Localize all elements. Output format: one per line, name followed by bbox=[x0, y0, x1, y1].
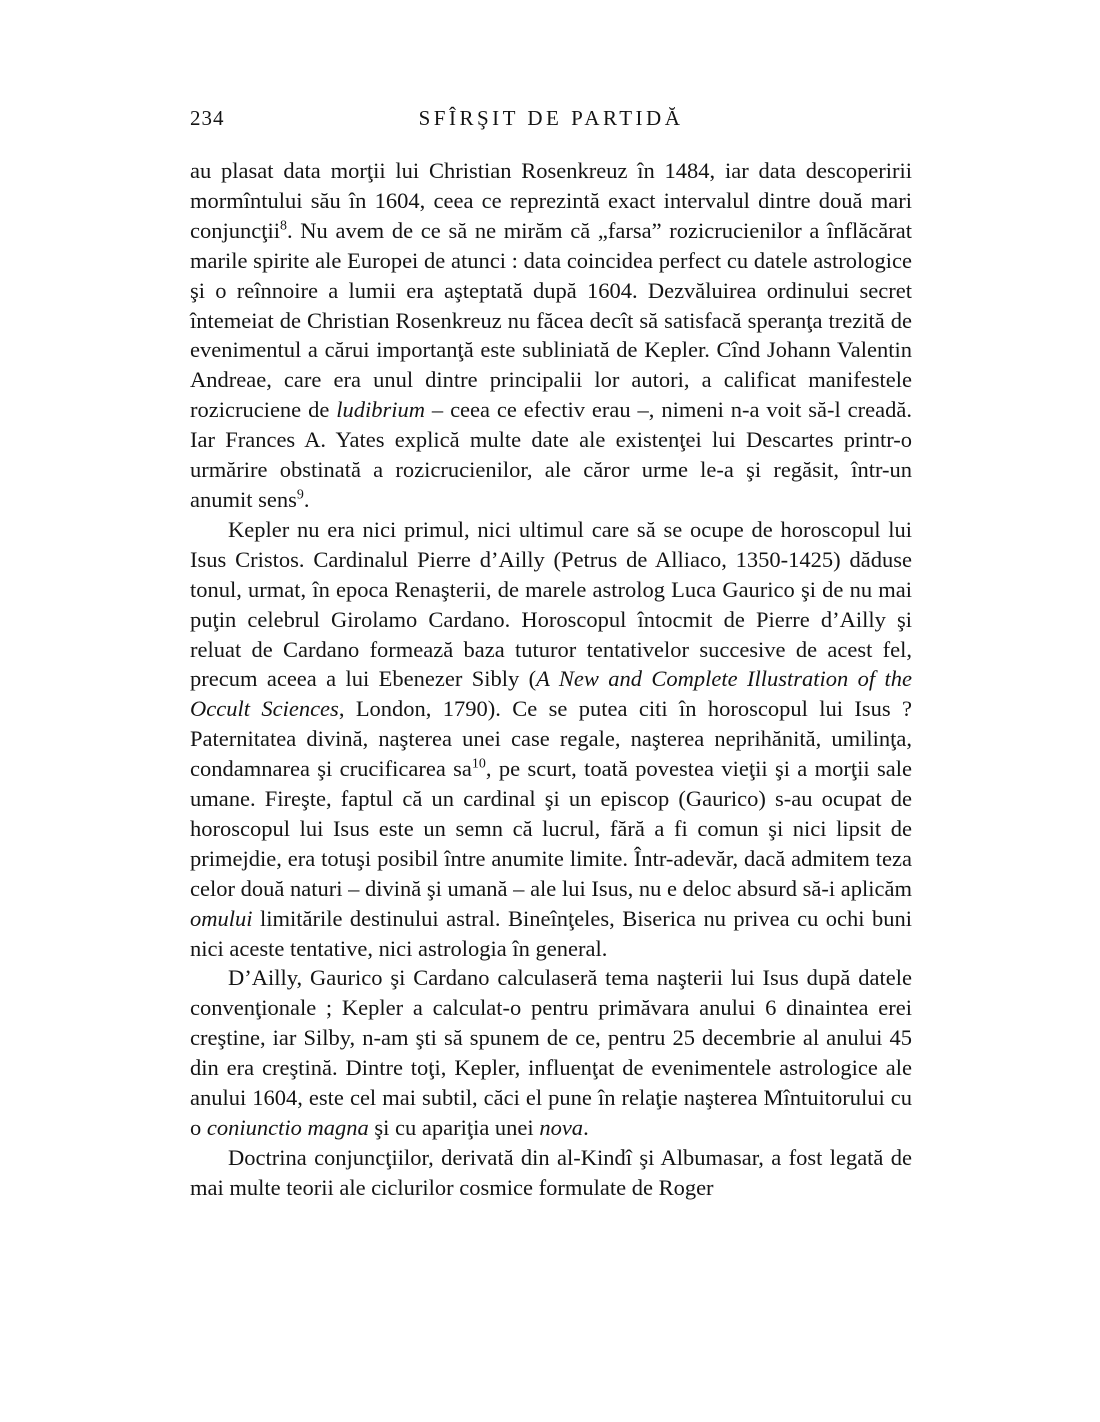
body-text: , London, 1790). Ce se putea citi în horoscopul lui Isus ? Paternitatea divină, naşterea unei case regale, naşterea neprihănită, umilinţa, condamnarea şi crucificarea sa bbox=[190, 696, 912, 782]
text-body bbox=[190, 156, 912, 1203]
running-header bbox=[190, 106, 912, 134]
footnote-reference: 8 bbox=[279, 218, 287, 234]
footnote-reference: 9 bbox=[296, 487, 304, 503]
italic-text: nova bbox=[539, 1115, 584, 1140]
body-text: . bbox=[303, 486, 310, 512]
footnote-reference: 10 bbox=[471, 756, 486, 772]
chapter-title: SFÎRŞIT DE PARTIDĂ bbox=[418, 106, 684, 130]
paragraph bbox=[190, 963, 912, 1142]
paragraph bbox=[190, 515, 912, 964]
body-text: – ceea ce efectiv erau –, nimeni n-a voit să-l creadă. Iar Frances A. Yates explică multe date ale existenţei lui Descartes printr-o urmărire obstinată a rozicrucienilor, ale căror urme le-a şi regăsit, într-un anumit sens bbox=[190, 397, 912, 512]
body-text: Doctrina conjuncţiilor, derivată din al-Kindî şi Albumasar, a fost legată de mai multe teorii ale ciclurilor cosmice formulate de Roger bbox=[190, 1144, 912, 1200]
body-text: limitările destinului astral. Bineînţeles, Biserica nu privea cu ochi buni nici aceste tentative, nici astrologia în general. bbox=[190, 905, 912, 961]
page-number: 234 bbox=[190, 106, 225, 130]
body-text: D’Ailly, Gaurico şi Cardano calculaseră tema naşterii lui Isus după datele convenţionale ; Kepler a calculat-o pentru primăvara anului 6 dinaintea erei creştine, iar Silby, n-am şti să spunem de ce, pentru 25 decembrie al anului 45 din era creştină. Dintre toţi, Kepler, influenţat de evenimentele astrologice ale anului 1604, este cel mai subtil, căci el pune în relaţie naşterea Mîntuitorului cu o bbox=[190, 965, 912, 1140]
italic-text: A New and Complete Illustration of the Occult Sciences bbox=[190, 666, 912, 722]
body-text: şi cu apariţia unei bbox=[368, 1115, 540, 1140]
body-text: Kepler nu era nici primul, nici ultimul care să se ocupe de horoscopul lui Isus Cristos. Cardinalul Pierre d’Ailly (Petrus de Alliaco, 1350-1425) dăduse tonul, urmat, în epoca Renaşterii, de marele astrolog Luca Gaurico şi de nu mai puţin celebrul Girolamo Cardano. Horoscopul întocmit de Pierre d’Ailly şi reluat de Cardano formează baza tuturor tentativelor succesive de acest fel, precum aceea a lui Ebenezer Sibly ( bbox=[190, 516, 912, 692]
paragraph bbox=[190, 156, 912, 515]
body-text: au plasat data morţii lui Christian Rosenkreuz în 1484, iar data descoperirii mormîntului său în 1604, ceea ce reprezintă exact intervalul dintre două mari conjuncţii bbox=[190, 158, 912, 243]
italic-text: omului bbox=[190, 905, 253, 931]
body-text: . bbox=[583, 1115, 589, 1140]
italic-text: ludibrium bbox=[336, 397, 425, 423]
paragraph bbox=[190, 1143, 912, 1203]
body-text: , pe scurt, toată povestea vieţii şi a morţii sale umane. Fireşte, faptul că un cardinal şi un episcop (Gaurico) s-au ocupat de horoscopul lui Isus este un semn că lucrul, fără a fi comun şi nici lipsit de primejdie, era totuşi posibil între anumite limite. Într-adevăr, dacă admitem teza celor două naturi – divină şi umană – ale lui Isus, nu e deloc absurd să-i aplicăm bbox=[190, 756, 912, 901]
italic-text: coniunctio magna bbox=[206, 1115, 369, 1140]
body-text: . Nu avem de ce să ne mirăm că „farsa” rozicrucienilor a înflăcărat marile spirite ale Europei de atunci : data coincidea perfect cu datele astrologice şi o reînnoire a lumii era aşteptată după 1604. Dezvăluirea ordinului secret întemeiat de Christian Rosenkreuz nu făcea decît să satisfacă speranţa trezită de evenimentul a cărui importanţă este subliniată de Kepler. Cînd Johann Valentin Andreae, care era unul dintre principalii lor autori, a calificat manifestele rozicruciene de bbox=[190, 217, 912, 423]
